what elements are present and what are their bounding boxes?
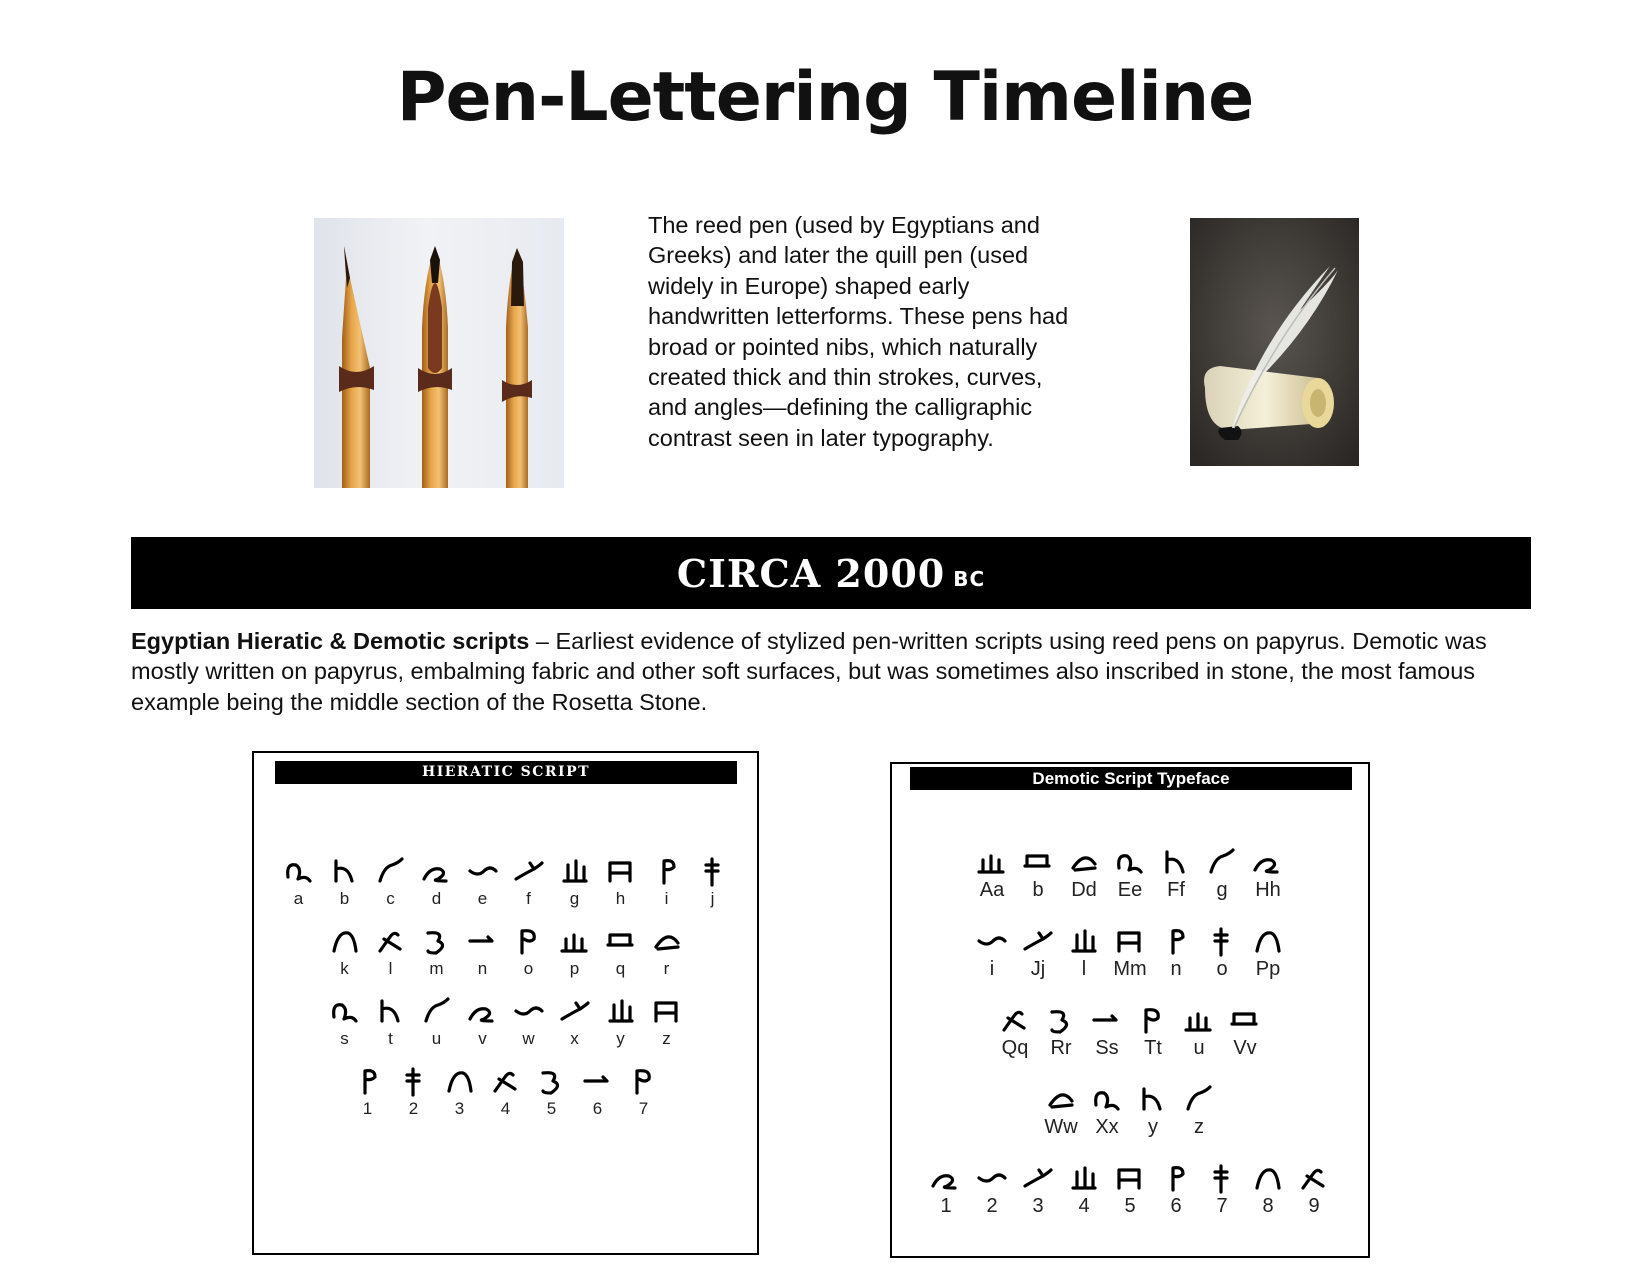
hieratic-character: [507, 855, 551, 909]
hieratic-character-label: n: [477, 959, 488, 978]
demotic-character-label: 8: [1262, 1195, 1274, 1217]
demotic-character: [1177, 1083, 1221, 1137]
hieratic-character: [415, 855, 459, 909]
intro-text: The reed pen (used by Egyptians and Greeks) and later the quill pen (used widely in Europe) shaped early handwritten letterforms. These pens had broad or pointed nibs, which naturally created thick and thin strokes, curves, and angles—defining the calligraphic contrast seen in later typography.: [648, 212, 1069, 451]
demotic-glyph-icon: [1154, 1162, 1198, 1196]
demotic-character: [1246, 925, 1290, 979]
demotic-glyph-icon: [1177, 1004, 1221, 1038]
hieratic-glyph-icon: [323, 925, 367, 959]
demotic-character-label: z: [1194, 1116, 1204, 1138]
demotic-glyph-icon: [1292, 1162, 1336, 1196]
demotic-character: [970, 846, 1014, 900]
demotic-character: [1223, 1004, 1267, 1058]
hieratic-chart: [252, 751, 759, 1255]
hieratic-character: [599, 995, 643, 1049]
hieratic-glyph-icon: [553, 995, 597, 1029]
demotic-character: [1016, 846, 1060, 900]
section-lead: Egyptian Hieratic & Demotic scripts: [131, 628, 530, 654]
hieratic-character-label: w: [522, 1029, 535, 1048]
demotic-character: [1154, 925, 1198, 979]
demotic-character-label: y: [1148, 1116, 1158, 1138]
demotic-glyph-icon: [1085, 1083, 1129, 1117]
page-title: Pen-Lettering Timeline: [396, 58, 1254, 137]
demotic-glyph-icon: [924, 1162, 968, 1196]
demotic-glyph-icon: [1062, 925, 1106, 959]
demotic-character: [993, 1004, 1037, 1058]
demotic-glyph-icon: [1016, 925, 1060, 959]
hieratic-character: [461, 925, 505, 979]
demotic-character-label: 6: [1170, 1195, 1182, 1217]
demotic-character: [970, 925, 1014, 979]
hieratic-character: [507, 995, 551, 1049]
demotic-glyph-icon: [1154, 925, 1198, 959]
demotic-character: [1062, 1162, 1106, 1216]
hieratic-glyph-icon: [645, 855, 689, 889]
hieratic-character: [530, 1065, 574, 1119]
demotic-character: [970, 1162, 1014, 1216]
hieratic-character-label: 5: [546, 1099, 557, 1118]
demotic-character-label: Tt: [1144, 1037, 1162, 1059]
demotic-character: [1200, 1162, 1244, 1216]
demotic-character: [1154, 1162, 1198, 1216]
hieratic-glyph-icon: [323, 995, 367, 1029]
hieratic-glyph-icon: [392, 1065, 436, 1099]
hieratic-character-label: y: [616, 1029, 625, 1048]
hieratic-glyph-icon: [507, 855, 551, 889]
hieratic-character-label: i: [664, 889, 669, 908]
hieratic-glyph-icon: [484, 1065, 528, 1099]
hieratic-glyph-icon: [346, 1065, 390, 1099]
hieratic-character: [369, 855, 413, 909]
hieratic-glyph-icon: [507, 925, 551, 959]
demotic-character-label: n: [1170, 958, 1182, 980]
hieratic-character-label: z: [662, 1029, 671, 1048]
demotic-character-label: Pp: [1255, 958, 1281, 980]
demotic-character-label: g: [1216, 879, 1228, 901]
hieratic-character-label: h: [615, 889, 626, 908]
hieratic-character: [645, 995, 689, 1049]
demotic-character-label: 3: [1032, 1195, 1044, 1217]
demotic-character: [1108, 846, 1152, 900]
hieratic-character: [576, 1065, 620, 1119]
hieratic-character: [415, 925, 459, 979]
hieratic-character-label: 2: [408, 1099, 419, 1118]
era-suffix: BC: [953, 567, 986, 591]
demotic-character: [1200, 925, 1244, 979]
hieratic-character-label: v: [478, 1029, 487, 1048]
demotic-character: [1108, 1162, 1152, 1216]
demotic-glyph-icon: [1131, 1083, 1175, 1117]
hieratic-character: [599, 925, 643, 979]
hieratic-glyph-icon: [691, 855, 735, 889]
hieratic-character-label: 3: [454, 1099, 465, 1118]
demotic-character-label: Ee: [1117, 879, 1143, 901]
demotic-character: [1039, 1004, 1083, 1058]
hieratic-character: [553, 855, 597, 909]
hieratic-character-label: c: [386, 889, 395, 908]
hieratic-character-label: e: [477, 889, 488, 908]
hieratic-character-label: g: [569, 889, 580, 908]
demotic-character: [1062, 846, 1106, 900]
hieratic-glyph-icon: [599, 925, 643, 959]
demotic-glyph-icon: [970, 846, 1014, 880]
hieratic-character-label: a: [293, 889, 304, 908]
demotic-character-label: 7: [1216, 1195, 1228, 1217]
demotic-character-label: Ss: [1095, 1037, 1119, 1059]
demotic-glyph-icon: [1108, 1162, 1152, 1196]
hieratic-character-label: 7: [638, 1099, 649, 1118]
hieratic-character-label: b: [339, 889, 350, 908]
hieratic-character-label: s: [340, 1029, 349, 1048]
hieratic-glyph-icon: [599, 855, 643, 889]
hieratic-glyph-icon: [415, 925, 459, 959]
demotic-glyph-icon: [1223, 1004, 1267, 1038]
demotic-chart-title: Demotic Script Typeface: [910, 767, 1352, 790]
hieratic-glyph-icon: [645, 995, 689, 1029]
demotic-character: [1246, 846, 1290, 900]
demotic-character-label: 5: [1124, 1195, 1136, 1217]
hieratic-character: [369, 925, 413, 979]
demotic-character-label: Vv: [1233, 1037, 1257, 1059]
hieratic-character: [415, 995, 459, 1049]
demotic-glyph-icon: [1085, 1004, 1129, 1038]
demotic-character: [1246, 1162, 1290, 1216]
demotic-chart: [890, 762, 1370, 1258]
demotic-character-label: l: [1081, 958, 1087, 980]
hieratic-character: [553, 925, 597, 979]
hieratic-character: [277, 855, 321, 909]
demotic-character: [1085, 1083, 1129, 1137]
demotic-glyph-icon: [1200, 1162, 1244, 1196]
demotic-glyph-icon: [1246, 846, 1290, 880]
demotic-glyph-icon: [1016, 846, 1060, 880]
section-body: – Earliest evidence of stylized pen-written scripts using reed pens on papyrus. Demotic was mostly written on papyrus, embalming fabric and other soft surfaces, but was sometimes also inscribed in stone, the most famous example being the middle section of the Rosetta Stone.: [131, 628, 1487, 715]
demotic-glyph-icon: [1131, 1004, 1175, 1038]
demotic-character-label: 9: [1308, 1195, 1320, 1217]
hieratic-character: [461, 855, 505, 909]
hieratic-character-label: f: [526, 889, 531, 908]
demotic-character: [1039, 1083, 1083, 1137]
hieratic-character: [484, 1065, 528, 1119]
hieratic-glyph-icon: [415, 995, 459, 1029]
demotic-character: [1292, 1162, 1336, 1216]
hieratic-glyph-icon: [277, 855, 321, 889]
hieratic-glyph-icon: [438, 1065, 482, 1099]
demotic-glyph-icon: [1246, 925, 1290, 959]
hieratic-glyph-icon: [415, 855, 459, 889]
demotic-glyph-icon: [993, 1004, 1037, 1038]
demotic-character-label: Mm: [1113, 958, 1147, 980]
hieratic-glyph-icon: [369, 855, 413, 889]
demotic-glyph-icon: [1108, 925, 1152, 959]
demotic-character-label: Hh: [1255, 879, 1281, 901]
hieratic-character: [392, 1065, 436, 1119]
demotic-character: [1062, 925, 1106, 979]
hieratic-glyph-icon: [323, 855, 367, 889]
section-description: [131, 626, 1541, 717]
hieratic-character: [622, 1065, 666, 1119]
demotic-character-label: Ww: [1044, 1116, 1078, 1138]
demotic-glyph-icon: [1200, 846, 1244, 880]
demotic-character-label: b: [1032, 879, 1044, 901]
demotic-glyph-icon: [1200, 925, 1244, 959]
demotic-glyph-icon: [1062, 846, 1106, 880]
hieratic-glyph-icon: [622, 1065, 666, 1099]
hieratic-character-label: 4: [500, 1099, 511, 1118]
demotic-character: [1131, 1083, 1175, 1137]
demotic-character-label: 2: [986, 1195, 998, 1217]
demotic-character: [1131, 1004, 1175, 1058]
hieratic-character: [461, 995, 505, 1049]
demotic-character-label: 1: [940, 1195, 952, 1217]
hieratic-chart-title: HIERATIC SCRIPT: [275, 761, 737, 784]
hieratic-glyph-icon: [461, 925, 505, 959]
hieratic-glyph-icon: [553, 855, 597, 889]
demotic-character: [1154, 846, 1198, 900]
hieratic-character-label: p: [569, 959, 580, 978]
demotic-character-label: o: [1216, 958, 1228, 980]
demotic-character: [1200, 846, 1244, 900]
hieratic-character: [691, 855, 735, 909]
hieratic-glyph-icon: [461, 855, 505, 889]
hieratic-character-label: j: [710, 889, 715, 908]
demotic-character-label: Dd: [1071, 879, 1097, 901]
demotic-character-label: Rr: [1050, 1037, 1072, 1059]
demotic-character-label: Xx: [1095, 1116, 1119, 1138]
era-label: CIRCA 2000: [676, 550, 946, 596]
hieratic-character-label: o: [523, 959, 534, 978]
demotic-glyph-icon: [1039, 1004, 1083, 1038]
hieratic-character: [599, 855, 643, 909]
reed-pens-photo: [314, 218, 564, 488]
hieratic-character-label: m: [429, 959, 444, 978]
hieratic-character-label: 6: [592, 1099, 603, 1118]
hieratic-character-label: t: [388, 1029, 393, 1048]
demotic-glyph-icon: [1246, 1162, 1290, 1196]
hieratic-glyph-icon: [576, 1065, 620, 1099]
demotic-glyph-icon: [1177, 1083, 1221, 1117]
demotic-glyph-icon: [970, 925, 1014, 959]
demotic-character: [1085, 1004, 1129, 1058]
hieratic-character-label: l: [388, 959, 393, 978]
demotic-character: [924, 1162, 968, 1216]
hieratic-glyph-icon: [599, 995, 643, 1029]
demotic-glyph-icon: [1039, 1083, 1083, 1117]
hieratic-character: [369, 995, 413, 1049]
hieratic-character: [438, 1065, 482, 1119]
demotic-character-label: Aa: [979, 879, 1005, 901]
hieratic-character: [346, 1065, 390, 1119]
demotic-glyph-icon: [1016, 1162, 1060, 1196]
hieratic-glyph-icon: [553, 925, 597, 959]
demotic-character: [1108, 925, 1152, 979]
hieratic-character: [645, 925, 689, 979]
demotic-glyph-icon: [970, 1162, 1014, 1196]
hieratic-character: [645, 855, 689, 909]
hieratic-character-label: u: [431, 1029, 442, 1048]
demotic-character-label: i: [989, 958, 995, 980]
hieratic-glyph-icon: [530, 1065, 574, 1099]
hieratic-glyph-icon: [645, 925, 689, 959]
hieratic-character: [553, 995, 597, 1049]
demotic-character-label: u: [1193, 1037, 1205, 1059]
demotic-character: [1016, 1162, 1060, 1216]
quill-and-scroll-photo: [1190, 218, 1359, 466]
hieratic-glyph-icon: [507, 995, 551, 1029]
hieratic-character: [323, 855, 367, 909]
demotic-character: [1016, 925, 1060, 979]
demotic-character-label: Qq: [1001, 1037, 1029, 1059]
hieratic-character-label: x: [570, 1029, 579, 1048]
hieratic-character-label: k: [340, 959, 349, 978]
hieratic-character-label: 1: [362, 1099, 373, 1118]
hieratic-character-label: r: [663, 959, 670, 978]
demotic-glyph-icon: [1154, 846, 1198, 880]
demotic-character-label: 4: [1078, 1195, 1090, 1217]
demotic-character-label: Jj: [1030, 958, 1046, 980]
demotic-character: [1177, 1004, 1221, 1058]
hieratic-glyph-icon: [369, 995, 413, 1029]
era-banner: [131, 537, 1531, 609]
hieratic-character: [323, 995, 367, 1049]
hieratic-character-label: d: [431, 889, 442, 908]
hieratic-character: [507, 925, 551, 979]
hieratic-glyph-icon: [461, 995, 505, 1029]
demotic-character-label: Ff: [1167, 879, 1185, 901]
demotic-glyph-icon: [1108, 846, 1152, 880]
hieratic-character: [323, 925, 367, 979]
demotic-glyph-icon: [1062, 1162, 1106, 1196]
hieratic-glyph-icon: [369, 925, 413, 959]
hieratic-character-label: q: [615, 959, 626, 978]
